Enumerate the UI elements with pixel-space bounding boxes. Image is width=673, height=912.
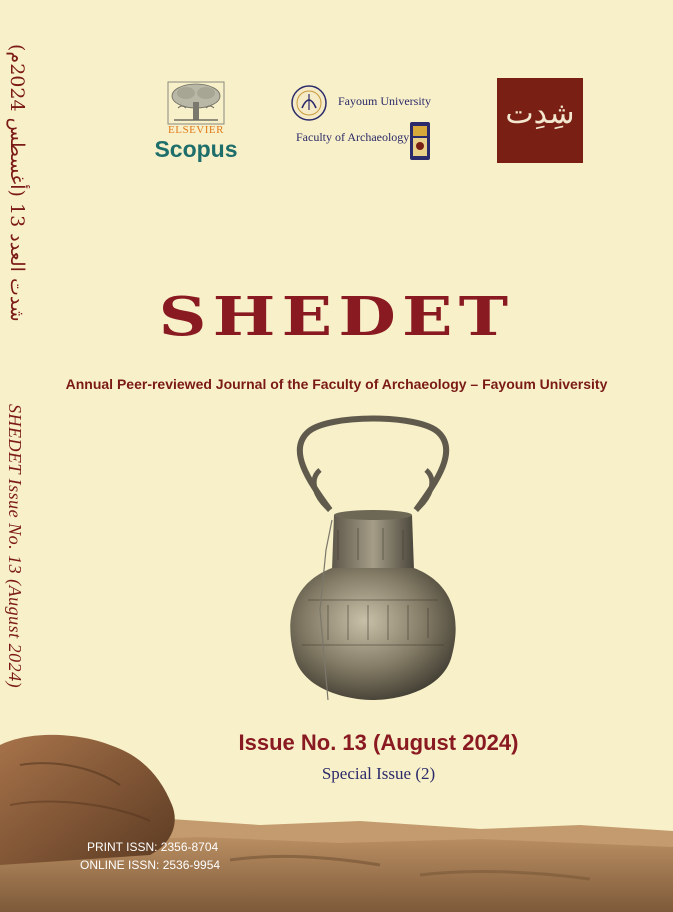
spine-english <box>4 404 36 734</box>
bronze-situla-image <box>268 410 478 710</box>
fayoum-university-logo <box>290 82 440 164</box>
spine-arabic-text: شدت العدد 13 (أغسطس 2024م) <box>6 44 28 322</box>
elsevier-wordmark: ELSEVIER <box>168 124 224 136</box>
issue-number: Issue No. 13 (August 2024) <box>238 730 519 755</box>
faculty-text: Faculty of Archaeology <box>296 130 410 144</box>
journal-subtitle: Annual Peer-reviewed Journal of the Faculty of Archaeology – Fayoum University <box>65 376 608 392</box>
elsevier-scopus-logo <box>150 80 242 162</box>
shedet-arabic-text: شِدِت <box>505 96 575 131</box>
print-issn: PRINT ISSN: 2356-8704 <box>87 840 219 854</box>
faculty-badge-icon <box>406 120 434 162</box>
elsevier-tree-icon <box>166 80 226 126</box>
fayoum-university-text: Fayoum University <box>338 94 431 108</box>
scopus-wordmark: Scopus <box>154 136 238 162</box>
shedet-arabic-logo <box>497 78 583 163</box>
fayoum-emblem-icon <box>290 84 328 122</box>
online-issn: ONLINE ISSN: 2536-9954 <box>80 858 221 872</box>
journal-title: SHEDET <box>158 286 515 348</box>
spine-english-text: SHEDET Issue No. 13 (August 2024) <box>5 404 25 689</box>
special-issue-label: Special Issue (2) <box>321 764 436 783</box>
